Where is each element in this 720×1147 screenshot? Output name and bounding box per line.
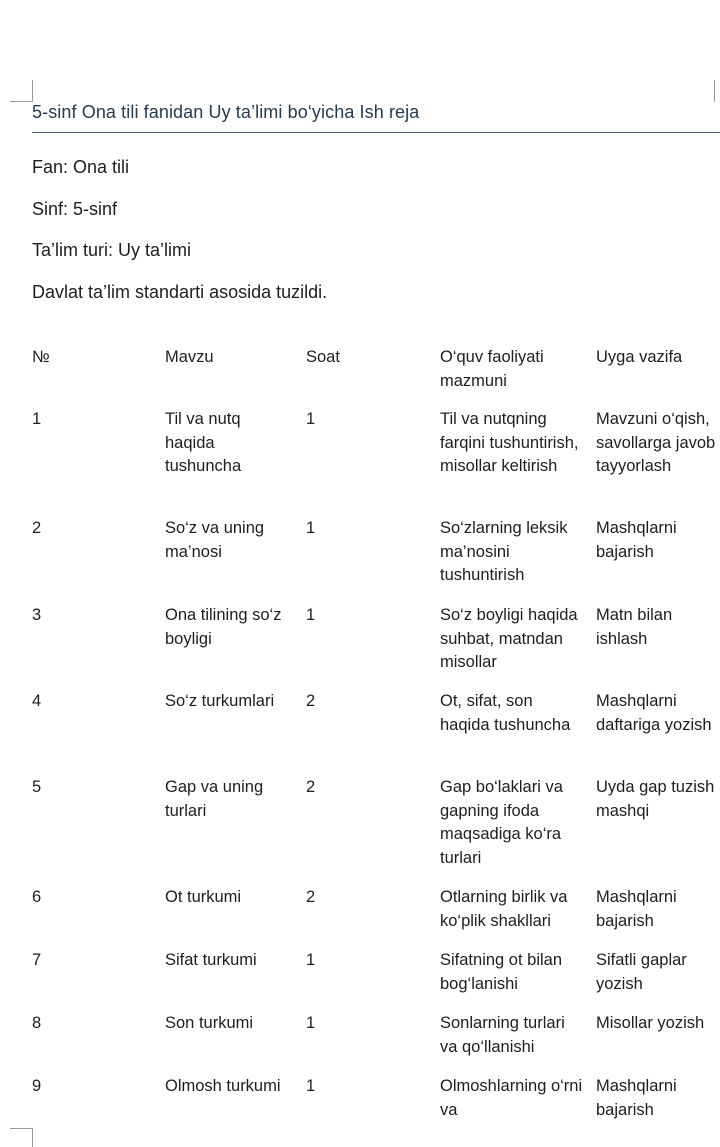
row-activity: So‘zlarning leksik ma’nosini tushuntirish: [440, 519, 568, 584]
table-row: [32, 408, 720, 517]
table-row: [32, 1012, 720, 1075]
row-topic: So‘z va uning ma’nosi: [165, 519, 265, 561]
row-activity: Olmoshlarning o‘rni va: [440, 1077, 583, 1119]
row-num: 4: [32, 692, 42, 710]
row-hours: 2: [306, 888, 316, 906]
header-topic: Mavzu: [165, 348, 214, 366]
row-activity: Til va nutqning farqini tushuntirish, misollar keltirish: [440, 410, 579, 475]
crop-mark-top-right: [714, 80, 715, 102]
row-num: 1: [32, 410, 42, 428]
row-topic: Son turkumi: [165, 1014, 254, 1032]
row-homework: Mashqlarni bajarish: [596, 1077, 677, 1119]
header-num: №: [32, 348, 50, 366]
table-row: [32, 604, 720, 690]
table-row: [32, 517, 720, 604]
row-hours: 1: [306, 410, 316, 428]
header-activity: O‘quv faoliyati mazmuni: [440, 348, 544, 390]
row-num: 5: [32, 778, 42, 796]
row-topic: Ot turkumi: [165, 888, 242, 906]
crop-mark-bottom-left-horizontal: [10, 1128, 33, 1129]
crop-mark-top-left: [32, 80, 33, 102]
header-hours: Soat: [306, 348, 340, 366]
row-homework: Misollar yozish: [596, 1014, 705, 1032]
row-activity: So‘z boyligi haqida suhbat, matndan misollar: [440, 606, 578, 671]
row-num: 7: [32, 951, 42, 969]
row-num: 8: [32, 1014, 42, 1032]
row-hours: 2: [306, 692, 316, 710]
row-num: 6: [32, 888, 42, 906]
row-topic: Gap va uning turlari: [165, 778, 264, 820]
row-hours: 1: [306, 606, 316, 624]
table-row: [32, 886, 720, 949]
row-topic: Sifat turkumi: [165, 951, 257, 969]
row-homework: Uyda gap tuzish mashqi: [596, 778, 715, 820]
plan-table: [32, 346, 720, 1135]
row-homework: Sifatli gaplar yozish: [596, 951, 687, 993]
row-num: 2: [32, 519, 42, 537]
document-header-title: 5-sinf Ona tili fanidan Uy ta’limi bo‘yicha Ish reja: [32, 102, 420, 122]
table-row: [32, 690, 720, 776]
table-header-row: [32, 346, 720, 408]
row-homework: Mashqlarni bajarish: [596, 519, 677, 561]
row-activity: Otlarning birlik va ko‘plik shakllari: [440, 888, 568, 930]
row-homework: Mashqlarni bajarish: [596, 888, 677, 930]
meta-standard-note: Davlat ta’lim standarti asosida tuzildi.: [32, 282, 328, 302]
meta-education-type: Ta’lim turi: Uy ta’limi: [32, 240, 192, 260]
meta-grade: Sinf: 5-sinf: [32, 199, 118, 219]
table-row: [32, 1075, 720, 1135]
row-topic: Ona tilining so‘z boyligi: [165, 606, 282, 648]
table-row: [32, 949, 720, 1012]
row-homework: Mavzuni o‘qish, savollarga javob tayyorlash: [596, 410, 716, 475]
row-num: 3: [32, 606, 42, 624]
row-topic: So‘z turkumlari: [165, 692, 275, 710]
row-hours: 2: [306, 778, 316, 796]
row-num: 9: [32, 1077, 42, 1095]
row-activity: Sonlarning turlari va qo‘llanishi: [440, 1014, 565, 1056]
row-activity: Sifatning ot bilan bog‘lanishi: [440, 951, 563, 993]
header-homework: Uyga vazifa: [596, 348, 683, 366]
row-hours: 1: [306, 519, 316, 537]
table-row: [32, 776, 720, 886]
row-activity: Ot, sifat, son haqida tushuncha: [440, 692, 571, 734]
row-homework: Matn bilan ishlash: [596, 606, 673, 648]
row-topic: Olmosh turkumi: [165, 1077, 281, 1095]
row-topic: Til va nutq haqida tushuncha: [165, 410, 242, 475]
row-hours: 1: [306, 951, 316, 969]
meta-subject: Fan: Ona tili: [32, 157, 130, 177]
row-activity: Gap bo‘laklari va gapning ifoda maqsadiga ko‘ra turlari: [440, 778, 563, 867]
crop-mark-top-left-horizontal: [10, 101, 33, 102]
row-hours: 1: [306, 1077, 316, 1095]
row-homework: Mashqlarni daftariga yozish: [596, 692, 712, 734]
header-divider: [32, 132, 720, 133]
row-hours: 1: [306, 1014, 316, 1032]
